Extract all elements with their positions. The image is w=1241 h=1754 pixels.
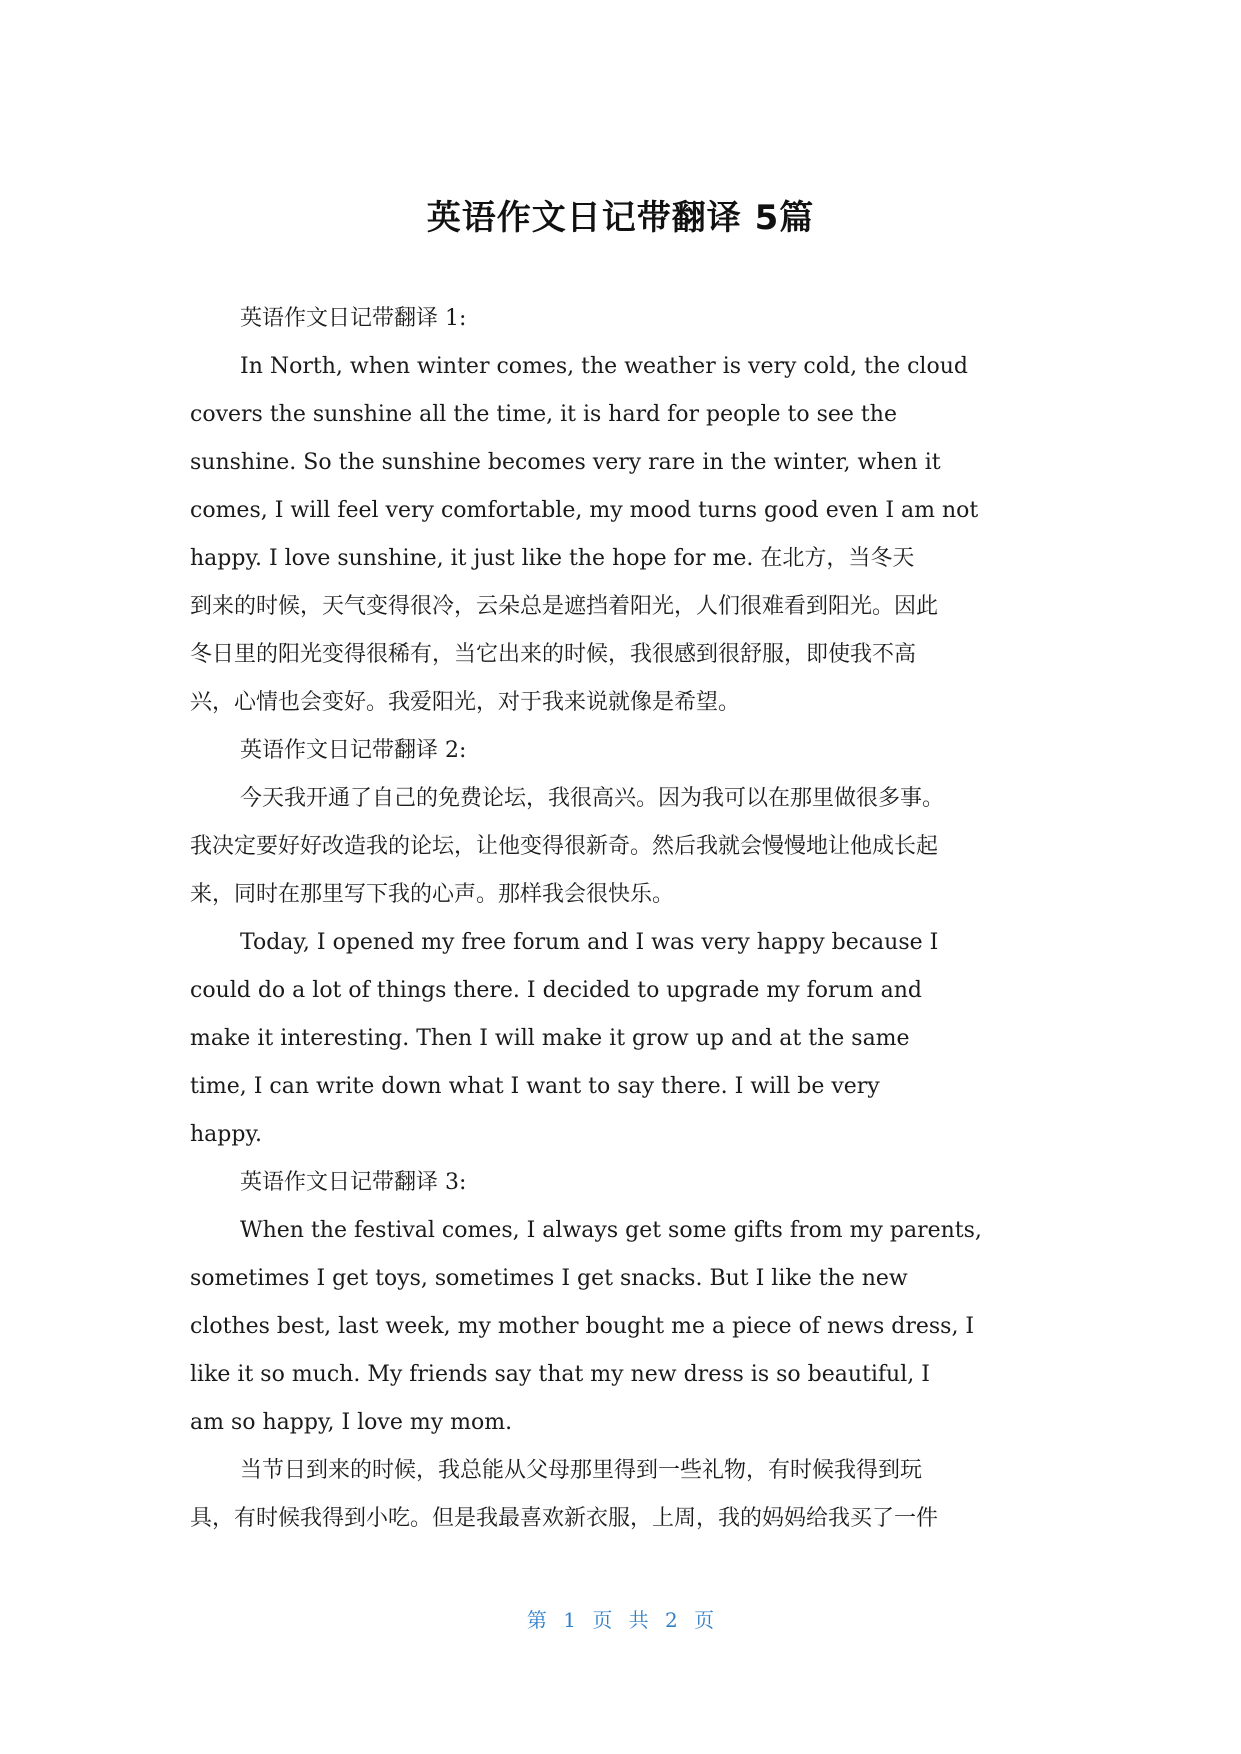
page-footer: 第 1 页 共 2 页	[526, 1608, 715, 1632]
paragraph-line: happy.	[190, 1122, 262, 1147]
document-title: 英语作文日记带翻译 5篇	[426, 198, 815, 238]
section-heading-1: 英语作文日记带翻译 1:	[240, 306, 467, 331]
paragraph-line: clothes best, last week, my mother bought me a piece of news dress, I	[190, 1314, 975, 1339]
paragraph-line: 具，有时候我得到小吃。但是我最喜欢新衣服，上周，我的妈妈给我买了一件	[190, 1506, 939, 1531]
paragraph-line: 来，同时在那里写下我的心声。那样我会很快乐。	[190, 882, 675, 907]
paragraph-line: sometimes I get toys, sometimes I get snacks. But I like the new	[190, 1266, 908, 1291]
paragraph-line: comes, I will feel very comfortable, my mood turns good even I am not	[190, 498, 979, 523]
paragraph-line: make it interesting. Then I will make it grow up and at the same	[190, 1026, 910, 1051]
paragraph-line: could do a lot of things there. I decided to upgrade my forum and	[190, 978, 922, 1003]
paragraph-line: am so happy, I love my mom.	[190, 1410, 513, 1435]
paragraph-line: 我决定要好好改造我的论坛，让他变得很新奇。然后我就会慢慢地让他成长起	[190, 834, 939, 859]
paragraph-line: When the festival comes, I always get some gifts from my parents,	[240, 1218, 982, 1243]
paragraph-line: time, I can write down what I want to say there. I will be very	[190, 1074, 880, 1099]
paragraph-line: 当节日到来的时候，我总能从父母那里得到一些礼物，有时候我得到玩	[240, 1458, 923, 1483]
paragraph-line: Today, I opened my free forum and I was very happy because I	[240, 930, 939, 955]
paragraph-line: 冬日里的阳光变得很稀有，当它出来的时候，我很感到很舒服，即使我不高	[190, 642, 917, 667]
paragraph-line: sunshine. So the sunshine becomes very rare in the winter, when it	[190, 450, 941, 475]
paragraph-line: happy. I love sunshine, it just like the hope for me. 在北方，当冬天	[190, 546, 915, 571]
section-heading-3: 英语作文日记带翻译 3:	[240, 1170, 467, 1195]
section-heading-2: 英语作文日记带翻译 2:	[240, 738, 467, 763]
paragraph-line: 兴，心情也会变好。我爱阳光，对于我来说就像是希望。	[190, 690, 741, 715]
paragraph-line: 到来的时候，天气变得很冷，云朵总是遮挡着阳光，人们很难看到阳光。因此	[190, 594, 939, 619]
paragraph-line: like it so much. My friends say that my new dress is so beautiful, I	[190, 1362, 930, 1387]
paragraph-line: In North, when winter comes, the weather is very cold, the cloud	[240, 354, 968, 379]
paragraph-line: covers the sunshine all the time, it is hard for people to see the	[190, 402, 897, 427]
paragraph-line: 今天我开通了自己的免费论坛，我很高兴。因为我可以在那里做很多事。	[240, 786, 945, 811]
